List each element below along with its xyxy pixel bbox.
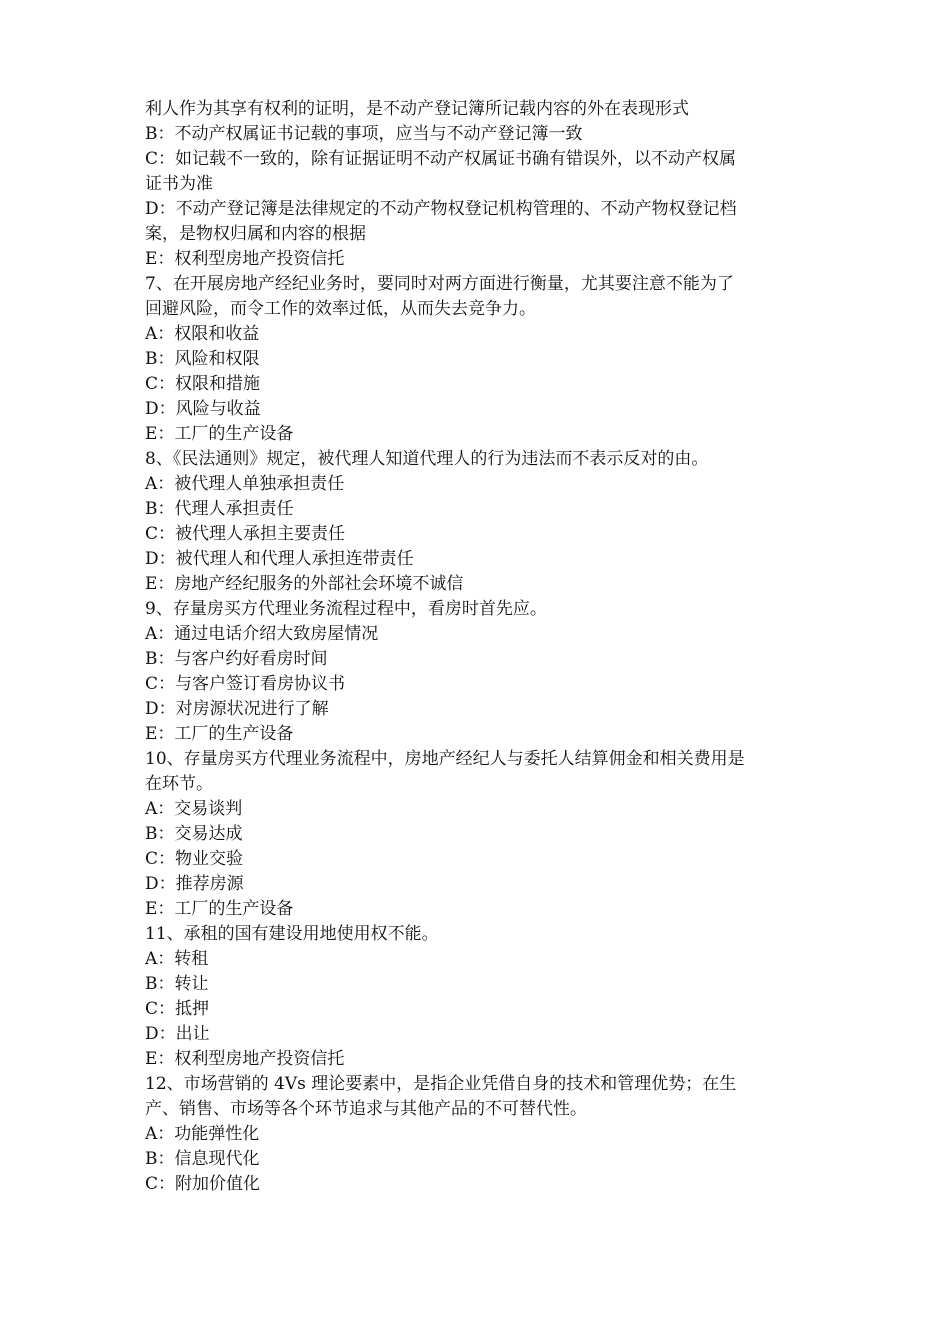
question-stem: 12、市场营销的 4Vs 理论要素中，是指企业凭借自身的技术和管理优势；在生 bbox=[145, 1074, 737, 1094]
option-b: B：风险和权限 bbox=[145, 349, 260, 369]
question-7 bbox=[145, 272, 811, 447]
option-a: A：转租 bbox=[145, 949, 209, 969]
question-9 bbox=[145, 597, 811, 747]
option-e: E：房地产经纪服务的外部社会环境不诚信 bbox=[145, 574, 464, 594]
question-stem: 9、存量房买方代理业务流程过程中，看房时首先应。 bbox=[145, 599, 547, 619]
option-e: E：工厂的生产设备 bbox=[145, 899, 294, 919]
question-8 bbox=[145, 447, 811, 597]
option-d: D：不动产登记簿是法律规定的不动产物权登记机构管理的、不动产物权登记档 bbox=[145, 199, 737, 219]
option-d: D：推荐房源 bbox=[145, 874, 244, 894]
option-b: B：转让 bbox=[145, 974, 209, 994]
option-e: E：工厂的生产设备 bbox=[145, 424, 294, 444]
option-a: A：被代理人单独承担责任 bbox=[145, 474, 345, 494]
question-stem: 8、《民法通则》规定，被代理人知道代理人的行为违法而不表示反对的由。 bbox=[145, 449, 709, 469]
option-c: C：被代理人承担主要责任 bbox=[145, 524, 346, 544]
question-stem-continued: 产、销售、市场等各个环节追求与其他产品的不可替代性。 bbox=[145, 1099, 587, 1119]
option-d: D：对房源状况进行了解 bbox=[145, 699, 329, 719]
question-6-options bbox=[145, 122, 811, 272]
option-a: A：交易谈判 bbox=[145, 799, 243, 819]
option-c: C：抵押 bbox=[145, 999, 210, 1019]
option-c-continued: 证书为准 bbox=[145, 174, 213, 194]
question-stem: 10、存量房买方代理业务流程中，房地产经纪人与委托人结算佣金和相关费用是 bbox=[145, 749, 745, 769]
option-a: A：功能弹性化 bbox=[145, 1124, 260, 1144]
option-a: A：权限和收益 bbox=[145, 324, 260, 344]
question-stem-continued: 在环节。 bbox=[145, 774, 213, 794]
option-b: B：不动产权属证书记载的事项，应当与不动产登记簿一致 bbox=[145, 124, 583, 144]
question-stem: 11、承租的国有建设用地使用权不能。 bbox=[145, 924, 439, 944]
question-stem-continued: 回避风险，而令工作的效率过低，从而失去竞争力。 bbox=[145, 299, 536, 319]
option-c: C：物业交验 bbox=[145, 849, 244, 869]
option-e: E：权利型房地产投资信托 bbox=[145, 1049, 345, 1069]
option-b: B：信息现代化 bbox=[145, 1149, 260, 1169]
option-d-continued: 案，是物权归属和内容的根据 bbox=[145, 224, 366, 244]
option-b: B：交易达成 bbox=[145, 824, 243, 844]
continued-text-line: 利人作为其享有权利的证明，是不动产登记簿所记载内容的外在表现形式 bbox=[145, 99, 689, 119]
option-c: C：如记载不一致的，除有证据证明不动产权属证书确有错误外，以不动产权属 bbox=[145, 149, 737, 169]
option-c: C：附加价值化 bbox=[145, 1174, 261, 1194]
option-e: E：权利型房地产投资信托 bbox=[145, 249, 345, 269]
option-c: C：权限和措施 bbox=[145, 374, 261, 394]
question-12 bbox=[145, 1072, 811, 1197]
document-body bbox=[145, 97, 811, 1197]
option-c: C：与客户签订看房协议书 bbox=[145, 674, 346, 694]
option-b: B：代理人承担责任 bbox=[145, 499, 294, 519]
option-d: D：出让 bbox=[145, 1024, 210, 1044]
option-d: D：风险与收益 bbox=[145, 399, 261, 419]
question-10 bbox=[145, 747, 811, 922]
option-b: B：与客户约好看房时间 bbox=[145, 649, 328, 669]
option-a: A：通过电话介绍大致房屋情况 bbox=[145, 624, 379, 644]
question-stem: 7、在开展房地产经纪业务时，要同时对两方面进行衡量，尤其要注意不能为了 bbox=[145, 274, 734, 294]
question-11 bbox=[145, 922, 811, 1072]
option-d: D：被代理人和代理人承担连带责任 bbox=[145, 549, 414, 569]
option-e: E：工厂的生产设备 bbox=[145, 724, 294, 744]
